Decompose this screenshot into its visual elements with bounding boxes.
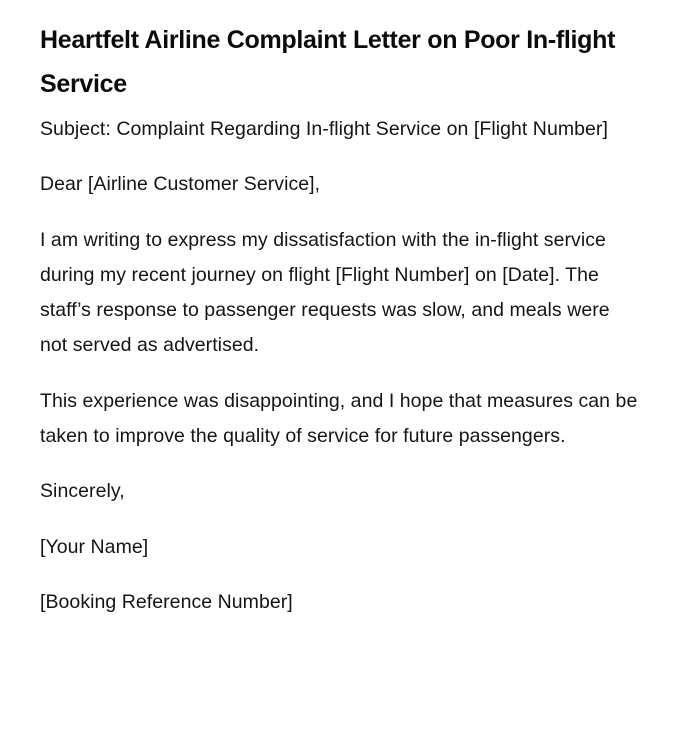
letter-body-paragraph-2: This experience was disappointing, and I hope that measures can be taken to improve the quality of service for future passengers. (40, 389, 638, 448)
letter-body-paragraph-1: I am writing to express my dissatisfaction with the in-flight service during my recent journey on flight [Flight Number] on [Date]. The staff’s response to passenger requests was slow, and meals were not served as advertised. (40, 228, 610, 357)
letter-closing: Sincerely, (40, 480, 125, 503)
letter-subject: Subject: Complaint Regarding In-flight Service on [Flight Number] (40, 118, 608, 140)
page-title: Heartfelt Airline Complaint Letter on Poor In-flight Service (40, 26, 616, 98)
letter-signature-name: [Your Name] (40, 535, 149, 558)
letter-salutation: Dear [Airline Customer Service], (40, 173, 321, 196)
letter-booking-reference: [Booking Reference Number] (40, 590, 293, 613)
letter-document (40, 18, 640, 620)
